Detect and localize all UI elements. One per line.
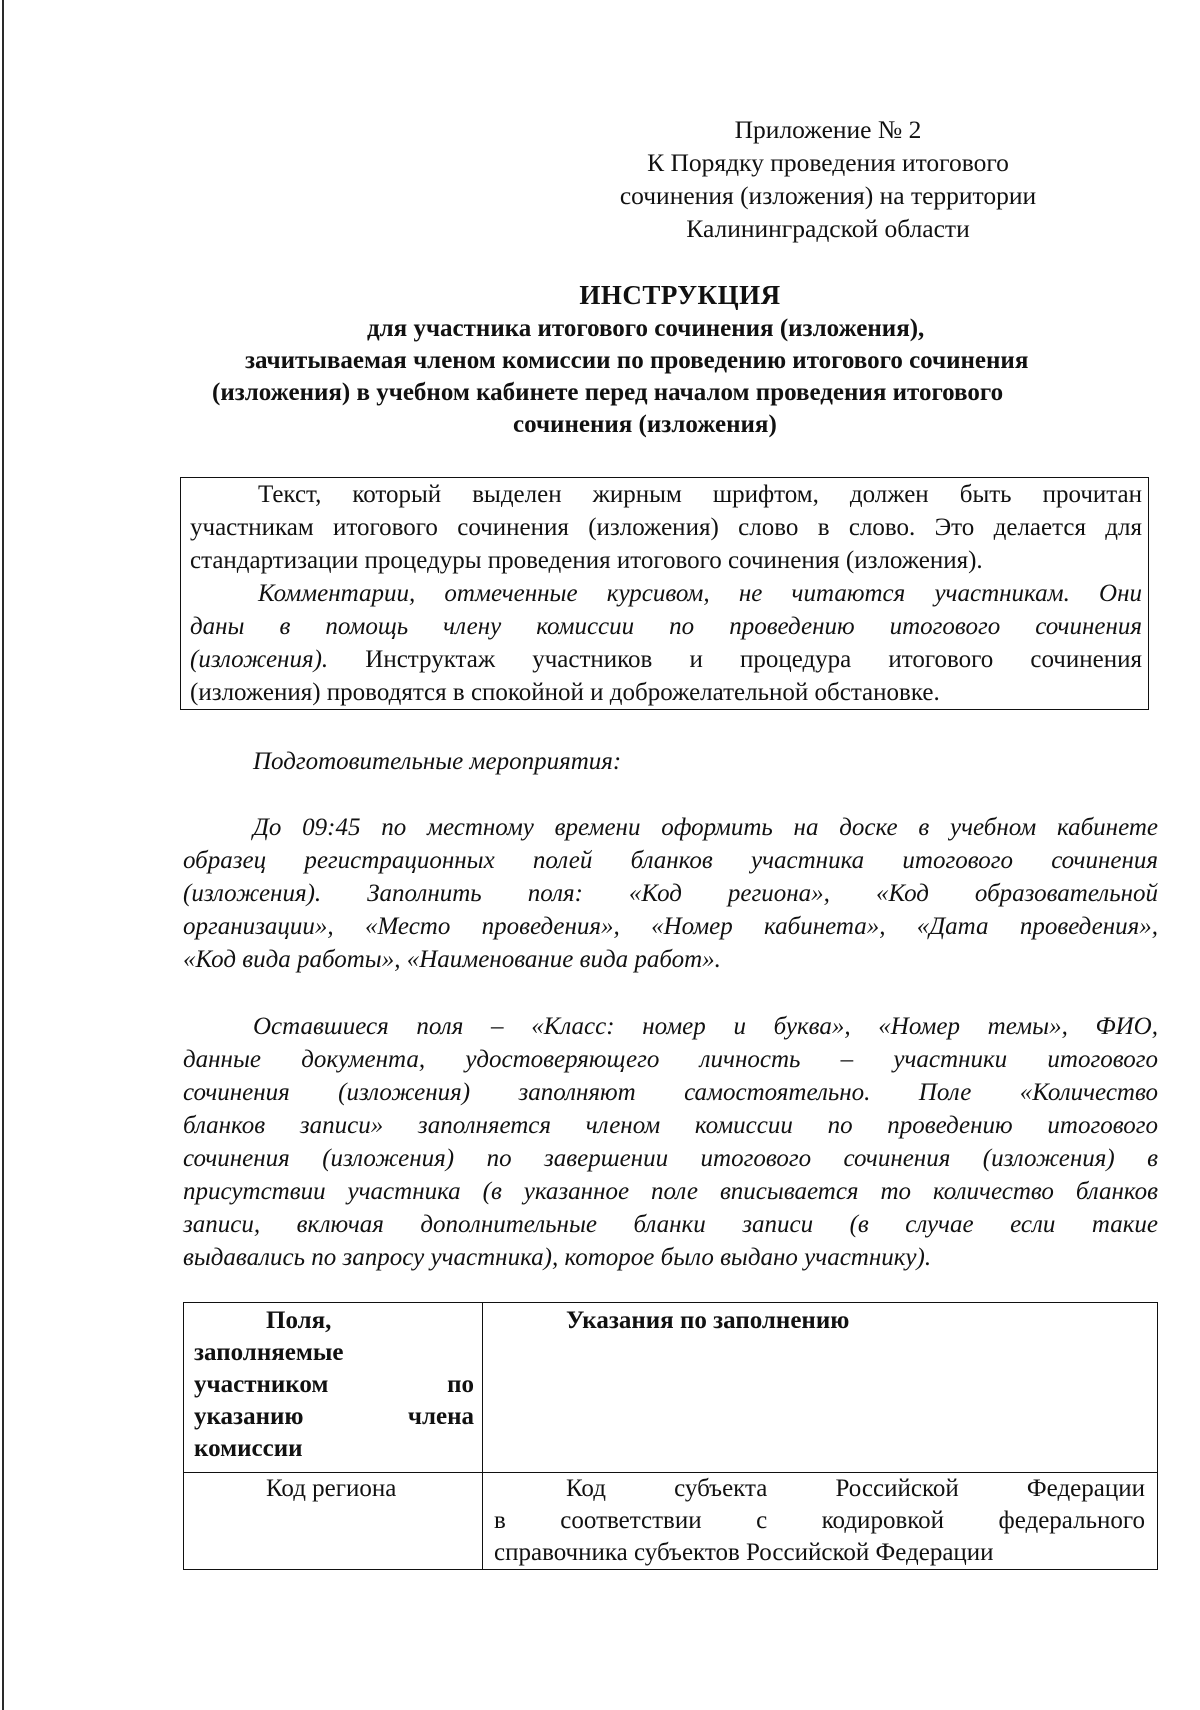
prep-line: организации», «Место проведения», «Номер кабинета», «Дата проведения», (183, 913, 1158, 940)
appendix-header (568, 113, 1088, 245)
notice-line: стандартизации процедуры проведения итогового сочинения (изложения). (190, 547, 983, 574)
notice-line (190, 643, 1142, 676)
appendix-number: Приложение № 2 (734, 115, 922, 144)
table-header-fields: указанию члена (194, 1403, 474, 1430)
remaining-line: данные документа, удостоверяющего личность – участники итогового (183, 1046, 1158, 1073)
table-header-word: участником по (194, 1371, 474, 1398)
notice-line: даны в помощь члену комиссии по проведению итогового сочинения (190, 613, 1142, 640)
remaining-line: записи, включая дополнительные бланки записи (в случае если такие (183, 1211, 1158, 1238)
table-header-fields: заполняемые (194, 1339, 344, 1366)
prep-line: До 09:45 по местному времени оформить на доске в учебном кабинете (253, 814, 1158, 841)
table-row-field: Код региона (266, 1475, 397, 1502)
remaining-line: сочинения (изложения) по завершении итогового сочинения (изложения) в (183, 1145, 1158, 1172)
notice-line: Текст, который выделен жирным шрифтом, должен быть прочитан (258, 481, 1142, 508)
page-edge-line (2, 0, 4, 1710)
document-subtitle-line: сочинения (изложения) (513, 411, 777, 438)
document-subtitle-line: (изложения) в учебном кабинете перед началом проведения итогового (212, 379, 1004, 406)
prep-line: образец регистрационных полей бланков участника итогового сочинения (183, 847, 1158, 874)
prep-heading: Подготовительные мероприятия: (253, 748, 622, 775)
document-subtitle-line: для участника итогового сочинения (изложения), (367, 315, 925, 342)
notice-fragment: Инструктаж участников и процедура итогового сочинения (328, 646, 1142, 673)
table-row-text: Код субъекта Российской Федерации (566, 1475, 1145, 1502)
notice-line: (изложения) проводятся в спокойной и доброжелательной обстановке. (190, 679, 940, 706)
remaining-line: выдавались по запросу участника), которое было выдано участнику). (183, 1244, 932, 1271)
remaining-line: Оставшиеся поля – «Класс: номер и буква», «Номер темы», ФИО, (253, 1013, 1158, 1040)
remaining-line: бланков записи» заполняется членом комиссии по проведению итогового (183, 1112, 1158, 1139)
table-header-fields: Поля, (266, 1307, 332, 1334)
document-title: ИНСТРУКЦИЯ (579, 280, 781, 310)
table-header-fields: комиссии (194, 1435, 303, 1462)
prep-line: «Код вида работы», «Наименование вида работ». (183, 946, 721, 973)
remaining-line: присутствии участника (в указанное поле вписывается то количество бланков (183, 1178, 1158, 1205)
document-subtitle-line: зачитываемая членом комиссии по проведению итогового сочинения (245, 347, 1029, 374)
prep-line: (изложения). Заполнить поля: «Код региона», «Код образовательной (183, 880, 1158, 907)
table-header-instructions: Указания по заполнению (566, 1307, 850, 1334)
table-row-text: в соответствии с кодировкой федерального (494, 1507, 1145, 1534)
notice-italic-fragment: (изложения). (190, 646, 329, 673)
appendix-ref: сочинения (изложения) на территории (619, 181, 1037, 210)
table-column-divider (482, 1303, 483, 1569)
notice-line: Комментарии, отмеченные курсивом, не читаются участникам. Они (258, 580, 1142, 607)
appendix-ref: К Порядку проведения итогового (647, 148, 1009, 177)
table-row-text: справочника субъектов Российской Федерации (494, 1539, 994, 1566)
table-header-fields (194, 1369, 474, 1401)
appendix-ref: Калининградской области (686, 214, 970, 243)
remaining-line: сочинения (изложения) заполняют самостоятельно. Поле «Количество (183, 1079, 1158, 1106)
notice-line: участникам итогового сочинения (изложения) слово в слово. Это делается для (190, 514, 1142, 541)
